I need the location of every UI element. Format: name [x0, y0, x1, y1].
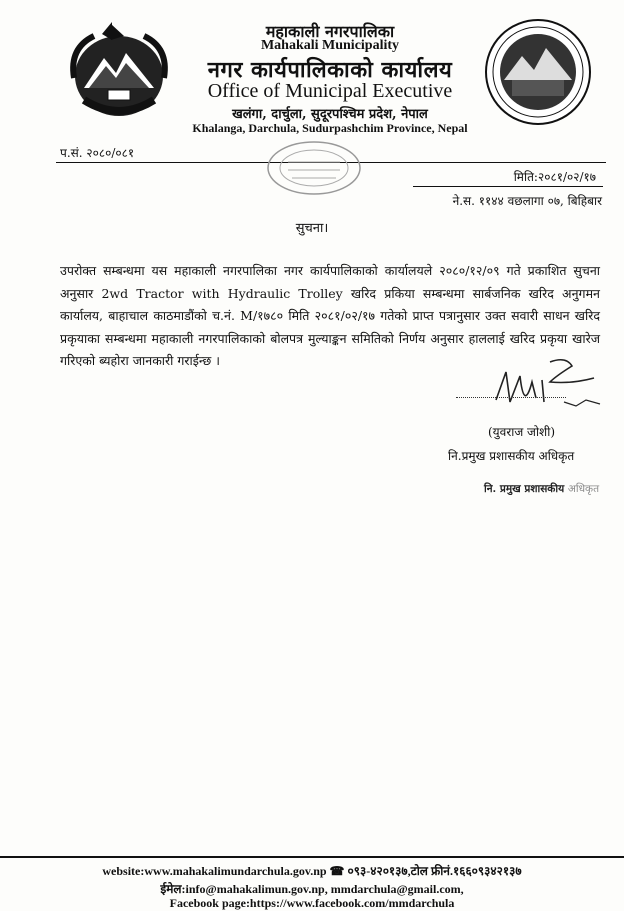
letter-date: मिति:२०८१/०२/१७	[513, 170, 596, 184]
signature-line	[456, 397, 566, 398]
nepal-emblem-icon	[64, 18, 174, 122]
notice-subject: सुचना।	[295, 221, 329, 236]
signature-icon	[476, 352, 616, 422]
municipality-name-english: Mahakali Municipality	[260, 38, 400, 53]
date-underline	[413, 186, 603, 187]
signatory-designation: नि.प्रमुख प्रशासकीय अधिकृत	[448, 449, 575, 463]
signatory-name: (युवराज जोशी)	[488, 425, 556, 439]
address-nepali: खलंगा, दार्चुला, सुदूरपश्चिम प्रदेश, नेपाल	[232, 107, 428, 122]
address-english: Khalanga, Darchula, Sudurpashchim Province, Nepal	[192, 121, 468, 135]
municipality-name-nepali: महाकाली नगरपालिका	[265, 22, 395, 41]
footer-email: ईमेल:info@mahakalimun.gov.np, mmdarchula@gmail.com,	[160, 882, 464, 896]
designation-stamp	[484, 482, 599, 496]
office-name-nepali: नगर कार्यपालिकाको कार्यालय	[207, 58, 453, 83]
reference-number: प.सं. २०८०/०८१	[60, 146, 135, 160]
designation-stamp-faded: अधिकृत	[567, 483, 600, 495]
nepal-samvat-date: ने.स. ११४४ वछलागा ०७, बिहिबार	[452, 194, 602, 208]
office-name-english: Office of Municipal Executive	[207, 80, 453, 102]
municipality-logo-icon	[484, 18, 592, 126]
footer-facebook: Facebook page:https://www.facebook.com/mmdarchula	[169, 896, 455, 910]
designation-stamp-bold: नि. प्रमुख प्रशासकीय	[484, 483, 565, 495]
footer-divider	[0, 856, 624, 858]
office-stamp-icon	[264, 138, 364, 196]
notice-body: उपरोक्त सम्बन्धमा यस महाकाली नगरपालिका नगर कार्यपालिकाको कार्यालयले २०८०/१२/०९ गते प्रकाशित सुचना अनुसार 2wd Tractor with Hydraulic Trolley खरिद प्रकिया सम्बन्धमा सार्बजनिक खरिद अनुगमन कार्यालय, बाहाचाल काठमाडौंको च.नं. M/१७८० मिति २०८१/०२/१७ गतेको प्राप्त पत्रानुसार उक्त सवारी साधन खरिद प्रकृयाका सम्बन्धमा महाकाली नगरपालिकाको बोलपत्र मुल्याङ्कन समितिको निर्णय अनुसार हाललाई खरिद प्रकृया खारेज गरिएको ब्यहोरा जानकारी गराईन्छ ।	[60, 263, 600, 368]
footer-website: website:www.mahakalimundarchula.gov.np ☎ ०९३-४२०१३७,टोल फ्रीनं.१६६०९३४२१३७	[102, 864, 522, 878]
